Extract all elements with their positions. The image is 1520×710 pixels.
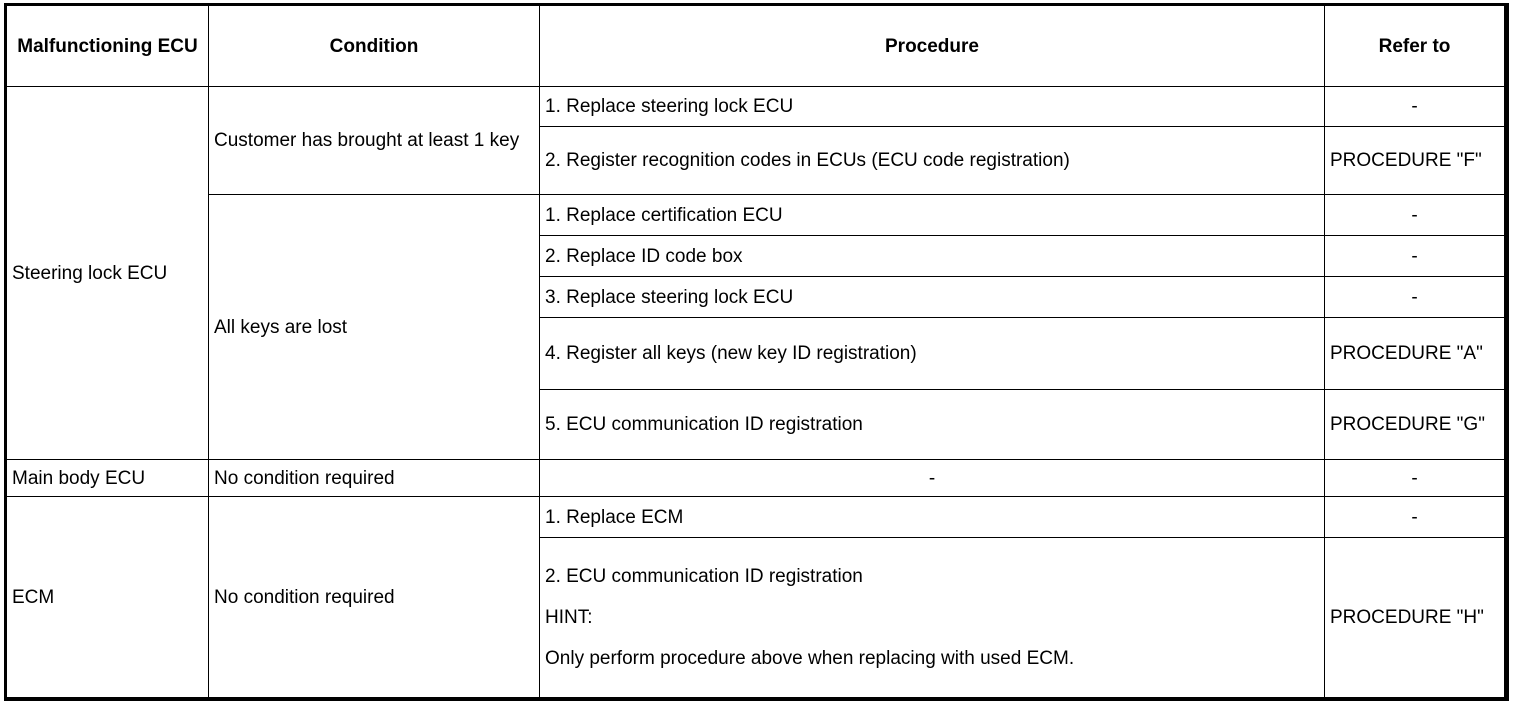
header-malfunctioning-ecu: Malfunctioning ECU [7, 6, 209, 87]
table-row [7, 497, 1505, 538]
ecu-cell-steering-lock: Steering lock ECU [7, 87, 209, 460]
refer-cell: - [1325, 236, 1505, 277]
procedure-cell-with-hint [540, 538, 1325, 698]
ecu-cell-main-body: Main body ECU [7, 460, 209, 497]
hint-text: Only perform procedure above when replacing with used ECM. [545, 648, 1075, 669]
refer-cell: - [1325, 277, 1505, 318]
table-row [7, 195, 1505, 236]
procedure-step: 2. ECU communication ID registration [545, 566, 863, 587]
condition-cell: No condition required [209, 460, 540, 497]
refer-cell: - [1325, 497, 1505, 538]
refer-cell: PROCEDURE "A" [1325, 318, 1505, 390]
hint-label: HINT: [545, 607, 593, 628]
procedure-cell: 2. Register recognition codes in ECUs (ECU code registration) [540, 127, 1325, 195]
procedure-cell: 1. Replace ECM [540, 497, 1325, 538]
ecu-cell-ecm: ECM [7, 497, 209, 698]
procedure-table-frame [4, 3, 1509, 701]
procedure-cell: 4. Register all keys (new key ID registration) [540, 318, 1325, 390]
header-row [7, 6, 1505, 87]
refer-cell: - [1325, 87, 1505, 127]
procedure-cell: 5. ECU communication ID registration [540, 390, 1325, 460]
condition-cell: All keys are lost [209, 195, 540, 460]
procedure-cell: - [540, 460, 1325, 497]
header-condition: Condition [209, 6, 540, 87]
header-refer-to: Refer to [1325, 6, 1505, 87]
condition-cell: No condition required [209, 497, 540, 698]
header-procedure: Procedure [540, 6, 1325, 87]
table-row [7, 87, 1505, 127]
table-row [7, 460, 1505, 497]
procedure-cell: 1. Replace certification ECU [540, 195, 1325, 236]
condition-cell: Customer has brought at least 1 key [209, 87, 540, 195]
procedure-cell: 3. Replace steering lock ECU [540, 277, 1325, 318]
refer-cell: - [1325, 460, 1505, 497]
procedure-cell: 2. Replace ID code box [540, 236, 1325, 277]
refer-cell: PROCEDURE "G" [1325, 390, 1505, 460]
refer-cell: - [1325, 195, 1505, 236]
refer-cell: PROCEDURE "F" [1325, 127, 1505, 195]
procedure-cell: 1. Replace steering lock ECU [540, 87, 1325, 127]
procedure-table [6, 5, 1505, 698]
refer-cell: PROCEDURE "H" [1325, 538, 1505, 698]
